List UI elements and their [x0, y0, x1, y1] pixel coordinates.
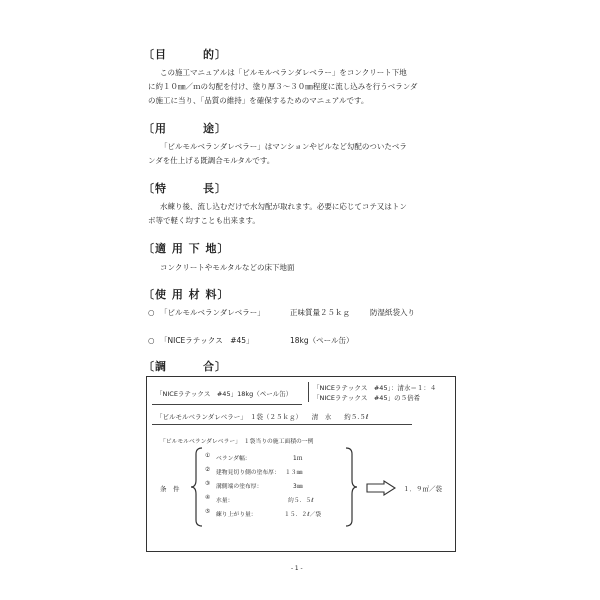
mix-example-title: 「ビルモルベランダレベラー」 １袋当りの施工面積の一例	[160, 439, 314, 445]
condition-4-num: ④	[205, 495, 211, 501]
material-2-name: 「NICEラテックス #45」	[160, 336, 254, 345]
condition-3-num: ③	[205, 481, 211, 487]
page-number: - 1 -	[291, 566, 303, 572]
condition-1-num: ①	[205, 453, 211, 459]
material-1-spec: 正味質量２５ｋｇ	[290, 308, 350, 317]
mix-row2: 「ビルモルベランダレベラー」 １袋（２５ｋｇ） 清 水 約５.５ℓ	[156, 413, 369, 421]
condition-2-num: ②	[205, 467, 211, 473]
substrate-heading: 〔適 用 下 地〕	[143, 242, 230, 255]
condition-3-label: 溝側端の塗布厚：	[216, 484, 263, 490]
mix-row1-right-2: 「NICEラテックス #45」の５倍希	[313, 394, 421, 402]
substrate-line-1: コンクリートやモルタルなどの床下地面	[160, 263, 295, 272]
features-heading: 〔特 長〕	[143, 182, 227, 195]
right-brace-icon	[344, 446, 358, 528]
left-brace-icon	[190, 446, 204, 528]
materials-heading: 〔使 用 材 料〕	[143, 288, 230, 301]
condition-1-value: 1ｍ	[293, 456, 303, 462]
condition-2-value: １３㎜	[285, 470, 303, 476]
mix-row1-divider	[308, 382, 309, 402]
mix-row1-right-1: 「NICEラテックス #45」：清水＝１：４	[313, 384, 437, 392]
mix-row1-left: 「NICEラテックス #45」18kg（ペール缶）	[156, 390, 293, 398]
condition-3-value: 3㎜	[293, 484, 303, 490]
condition-5-label: 練り上がり量：	[216, 512, 257, 518]
usage-line-2: ンダを仕上げる既調合モルタルです。	[148, 156, 275, 165]
mix-row1-underline	[152, 404, 302, 405]
material-2-bullet: ○	[148, 336, 155, 345]
result-arrow-icon	[366, 480, 396, 496]
purpose-line-2: に約１０㎜／ｍの勾配を付け、塗り厚３～３０㎜程度に流し込みを行うベランダ	[148, 82, 418, 91]
material-1-name: 「ビルモルベランダレベラー」	[160, 308, 265, 317]
mix-result: １．９㎡／袋	[403, 485, 442, 493]
condition-5-num: ⑤	[205, 509, 211, 515]
condition-5-value: １５．２ℓ／袋	[284, 512, 322, 518]
mix-condition-label: 条 件	[160, 485, 180, 493]
features-line-2: ボ等で軽く均すことも出来ます。	[148, 216, 260, 225]
mix-row2-underline	[152, 424, 412, 425]
condition-1-label: ベランダ幅：	[216, 456, 251, 462]
material-1-pack: 防湿紙袋入り	[370, 308, 415, 317]
usage-heading: 〔用 途〕	[143, 122, 227, 135]
material-2-spec: 18kg（ペール缶）	[290, 336, 354, 345]
usage-line-1: 「ビルモルベランダレベラー」はマンションやビルなど勾配のついたベラ	[160, 142, 407, 151]
purpose-line-3: の施工に当り、「品質の維持」を確保するためのマニュアルです。	[148, 96, 369, 105]
condition-4-value: 約５．５ℓ	[288, 498, 314, 504]
features-line-1: 水練り後、流し込むだけで水勾配が取れます。必要に応じてコテ又はトン	[160, 202, 407, 211]
condition-2-label: 建物見切り側の塗布厚：	[216, 470, 280, 476]
condition-4-label: 水量：	[216, 498, 234, 504]
mixing-heading: 〔調 合〕	[143, 360, 227, 373]
purpose-line-1: この施工マニュアルは「ビルモルベランダレベラー」をコンクリート下地	[160, 68, 407, 77]
material-1-bullet: ○	[148, 308, 155, 317]
purpose-heading: 〔目 的〕	[143, 48, 227, 61]
